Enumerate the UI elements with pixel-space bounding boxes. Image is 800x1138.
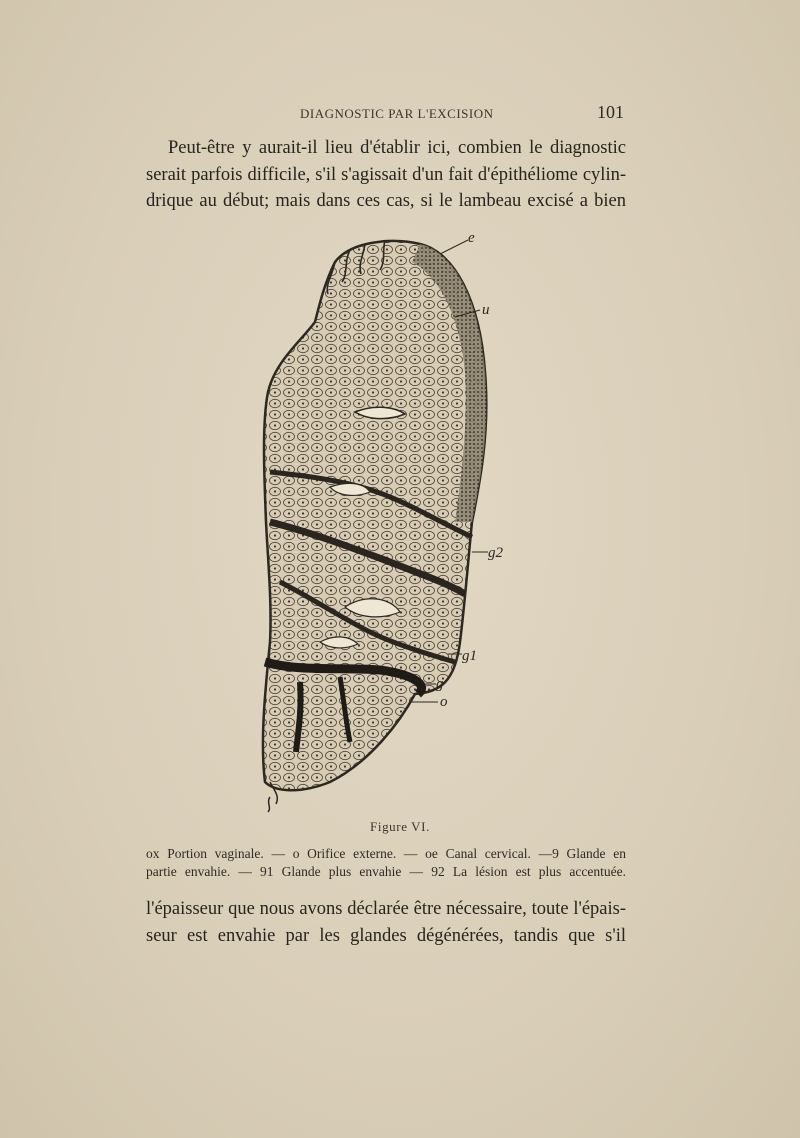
histology-figure bbox=[240, 222, 520, 822]
label-g: g bbox=[436, 676, 444, 692]
running-head bbox=[150, 104, 628, 128]
label-o: o bbox=[440, 694, 448, 710]
top-paragraph bbox=[146, 135, 626, 215]
legend-line: ox Portion vaginale. — o Orifice externe. — oe Canal cervical. —9 Glande en bbox=[146, 846, 626, 861]
running-title: DIAGNOSTIC PAR L'EXCISION bbox=[300, 106, 494, 121]
page-number: 101 bbox=[597, 102, 624, 122]
label-u: u bbox=[482, 302, 490, 318]
text-line: Peut-être y aurait-il lieu d'établir ici, combien le diagnostic bbox=[168, 138, 626, 158]
label-e: e bbox=[468, 230, 475, 246]
text-line: l'épaisseur que nous avons déclarée être nécessaire, toute l'épais- bbox=[146, 899, 626, 919]
tissue-section bbox=[263, 241, 486, 790]
text-line: drique au début; mais dans ces cas, si le lambeau excisé a bien bbox=[146, 191, 626, 211]
label-g2: g2 bbox=[488, 545, 503, 561]
legend-line: partie envahie. — 91 Glande plus envahie — 92 La lésion est plus accentuée. bbox=[146, 864, 626, 879]
figure-caption-title: Figure VI. bbox=[370, 819, 430, 834]
label-g1: g1 bbox=[462, 648, 477, 664]
figure-legend bbox=[146, 845, 626, 881]
bottom-paragraph bbox=[146, 896, 626, 949]
text-line: seur est envahie par les glandes dégénérées, tandis que s'il bbox=[146, 925, 626, 946]
text-line: serait parfois difficile, s'il s'agissait d'un fait d'épithéliome cylin- bbox=[146, 164, 626, 185]
